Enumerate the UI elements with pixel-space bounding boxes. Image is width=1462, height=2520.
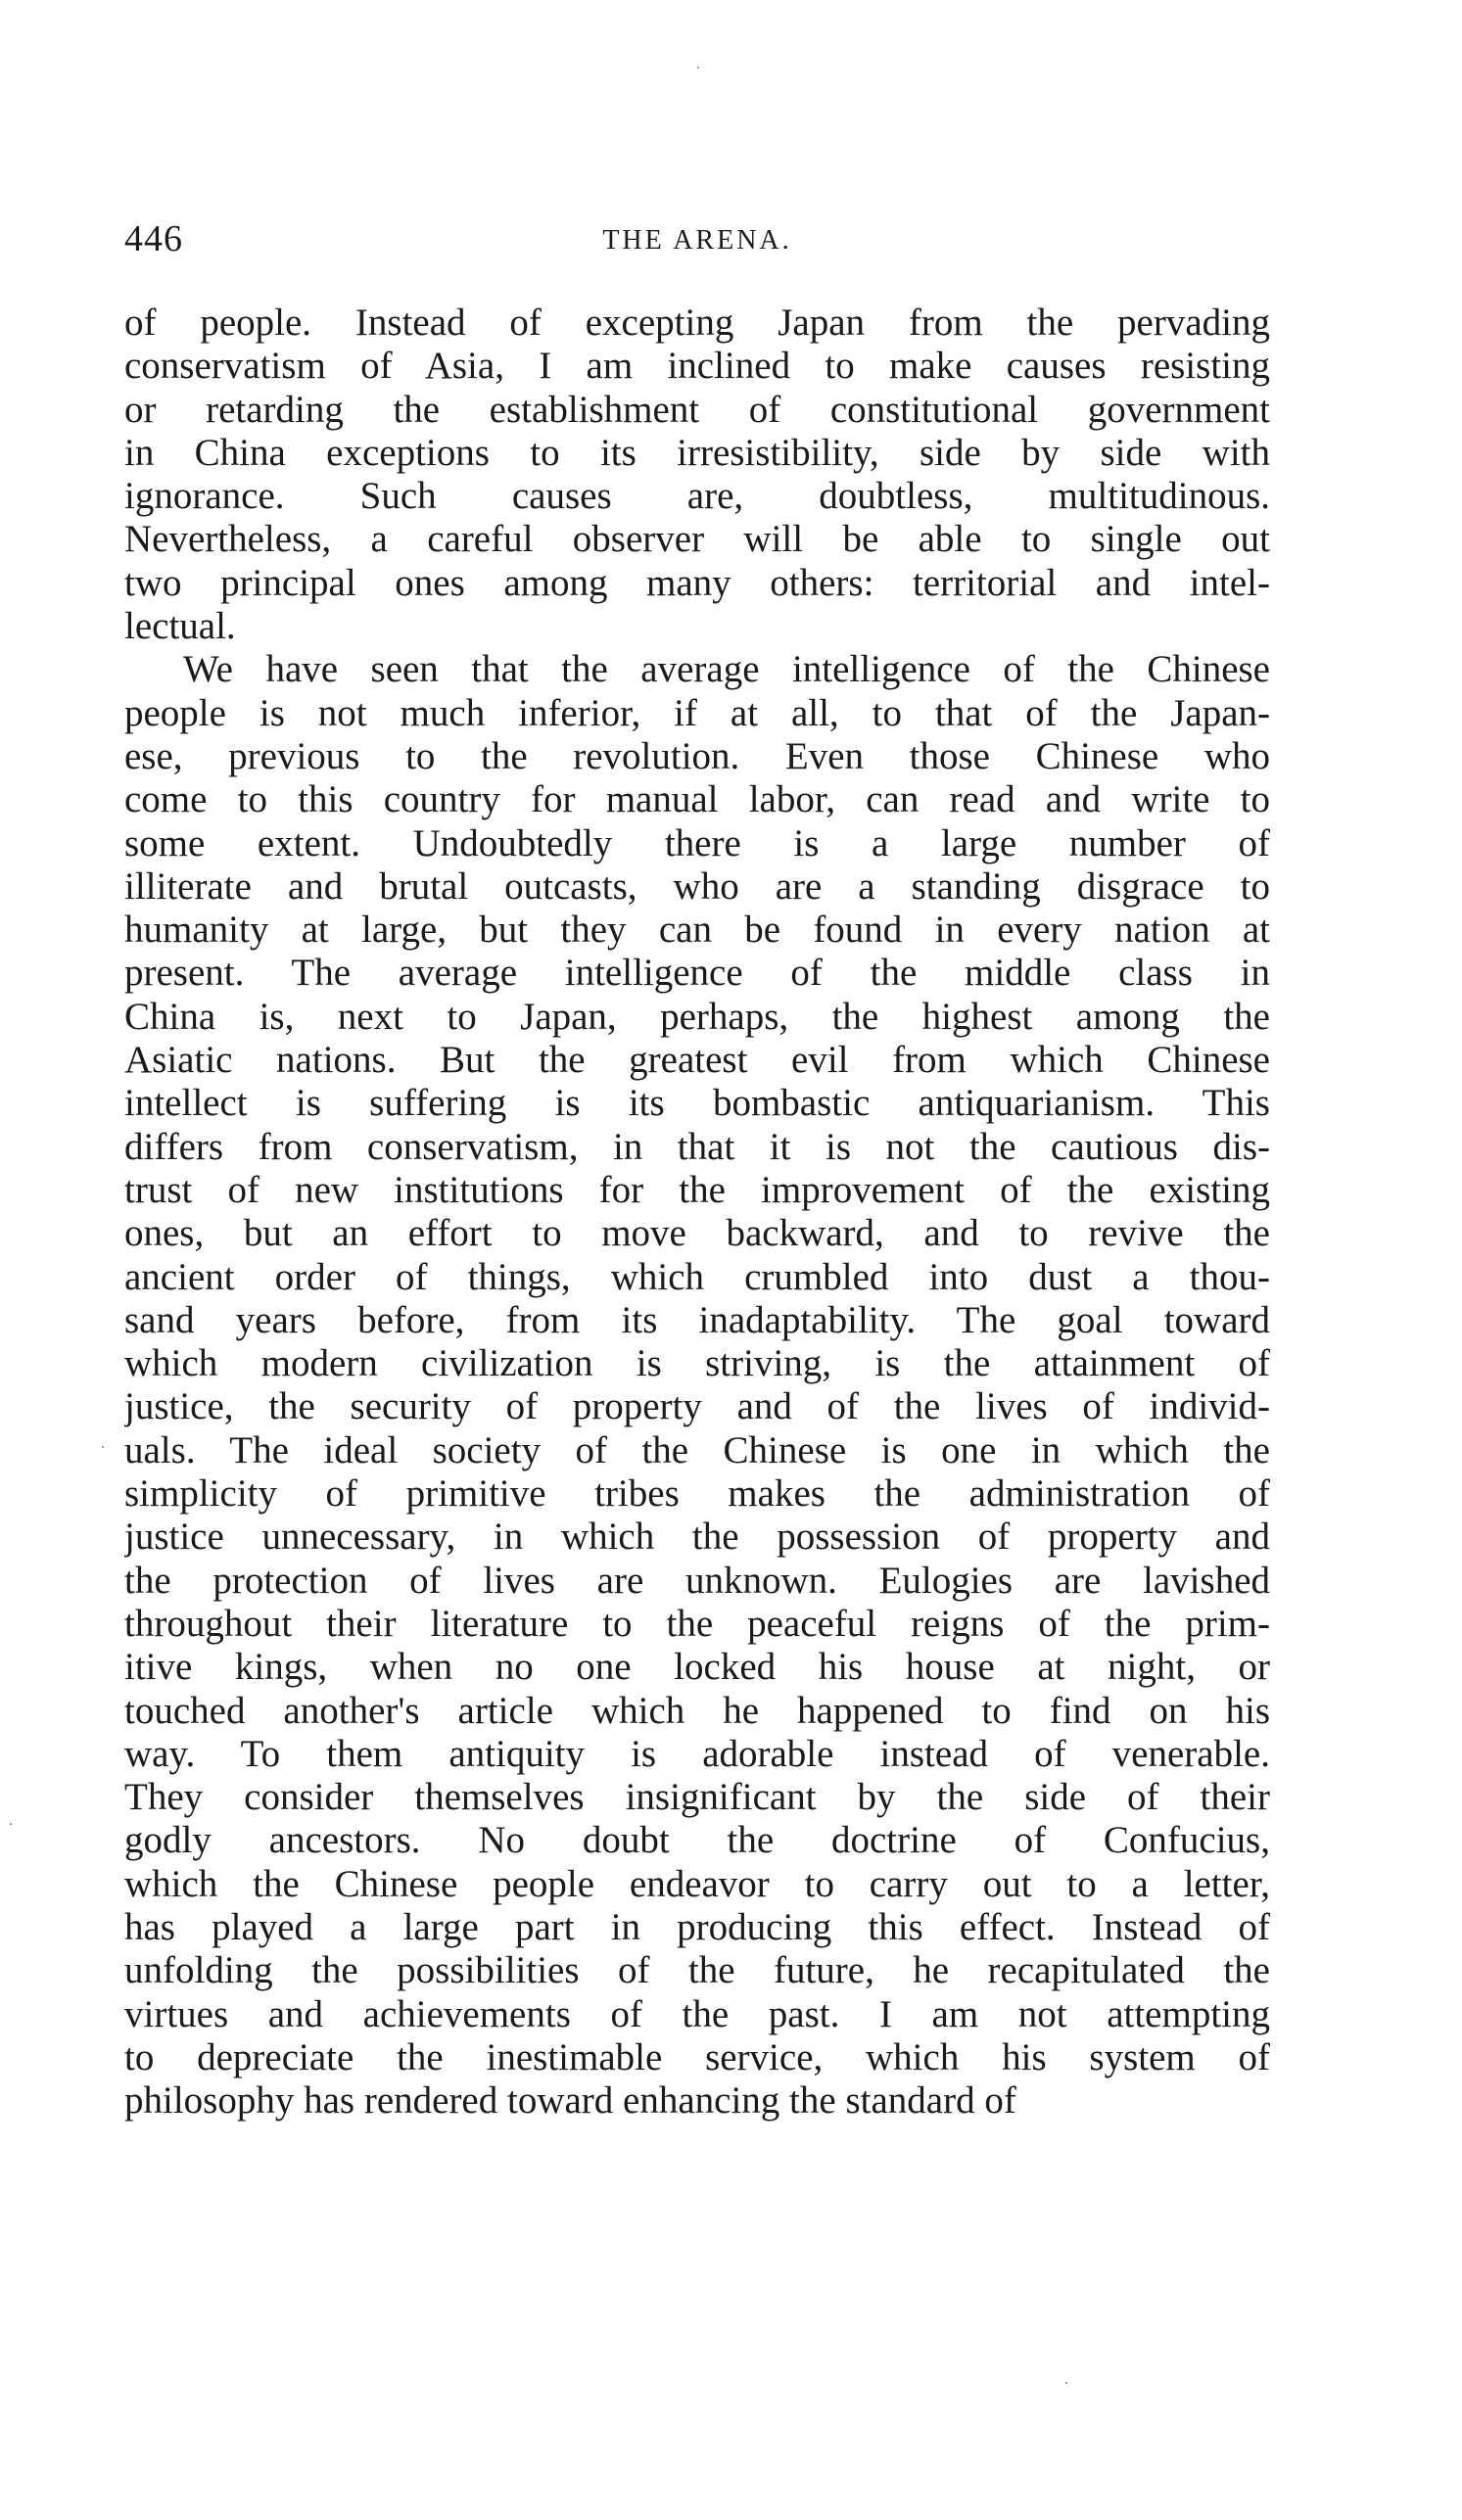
text-line: They consider themselves insignificant by the side of their: [124, 1776, 1270, 1819]
text-line: the protection of lives are unknown. Eulogies are lavished: [124, 1559, 1270, 1602]
text-line: touched another's article which he happened to find on his: [124, 1689, 1270, 1732]
text-line: throughout their literature to the peaceful reigns of the prim-: [124, 1602, 1270, 1645]
text-line: Nevertheless, a careful observer will be able to single out: [124, 518, 1270, 561]
text-line: has played a large part in producing this effect. Instead of: [124, 1905, 1270, 1948]
text-line: come to this country for manual labor, can read and write to: [124, 778, 1270, 821]
scan-speck: [697, 67, 699, 69]
text-line: justice unnecessary, in which the possession of property and: [124, 1516, 1270, 1559]
text-line: some extent. Undoubtedly there is a large number of: [124, 821, 1270, 864]
page-number: 446: [124, 218, 183, 259]
text-line: justice, the security of property and of the lives of individ-: [124, 1385, 1270, 1428]
text-line: differs from conservatism, in that it is not the cautious dis-: [124, 1125, 1270, 1168]
text-line: philosophy has rendered toward enhancing the standard of: [124, 2079, 1016, 2123]
scan-speck: [10, 1823, 12, 1825]
text-line: Asiatic nations. But the greatest evil from which Chinese: [124, 1039, 1270, 1082]
text-line: present. The average intelligence of the middle class in: [124, 952, 1270, 995]
text-line: virtues and achievements of the past. I am not attempting: [124, 1992, 1270, 2035]
text-line: China is, next to Japan, perhaps, the highest among the: [124, 995, 1270, 1038]
text-line: uals. The ideal society of the Chinese is one in which the: [124, 1428, 1270, 1471]
text-line: godly ancestors. No doubt the doctrine of Confucius,: [124, 1819, 1270, 1862]
text-line: two principal ones among many others: territorial and intel-: [124, 561, 1270, 604]
running-title: THE ARENA.: [602, 225, 792, 256]
text-line: way. To them antiquity is adorable instead of venerable.: [124, 1732, 1270, 1775]
text-line: to depreciate the inestimable service, which his system of: [124, 2035, 1270, 2078]
text-line: in China exceptions to its irresistibility, side by side with: [124, 431, 1270, 474]
text-line: people is not much inferior, if at all, to that of the Japan-: [124, 691, 1270, 734]
text-line: unfolding the possibilities of the future, he recapitulated the: [124, 1949, 1270, 1992]
text-line: conservatism of Asia, I am inclined to make causes resisting: [124, 345, 1270, 388]
paragraph: [124, 302, 1270, 648]
text-line: which modern civilization is striving, is the attainment of: [124, 1342, 1270, 1385]
text-line: of people. Instead of excepting Japan from the pervading: [124, 302, 1270, 344]
text-line: simplicity of primitive tribes makes the administration of: [124, 1472, 1270, 1516]
text-line: trust of new institutions for the improvement of the existing: [124, 1168, 1270, 1211]
paragraph: [124, 648, 1270, 2123]
text-line: ese, previous to the revolution. Even those Chinese who: [124, 734, 1270, 777]
body-text: [124, 302, 1270, 2123]
text-line: sand years before, from its inadaptability. The goal toward: [124, 1298, 1270, 1341]
scan-speck: [102, 1446, 104, 1448]
text-line: humanity at large, but they can be found in every nation at: [124, 909, 1270, 952]
scan-speck: [1065, 2382, 1067, 2384]
text-line: itive kings, when no one locked his house at night, or: [124, 1646, 1270, 1689]
text-line: or retarding the establishment of constitutional government: [124, 388, 1270, 431]
text-line: illiterate and brutal outcasts, who are a standing disgrace to: [124, 864, 1270, 908]
page-header: [124, 217, 1270, 266]
text-line: lectual.: [124, 605, 236, 648]
text-line: ignorance. Such causes are, doubtless, multitudinous.: [124, 475, 1270, 518]
text-line: which the Chinese people endeavor to carry out to a letter,: [124, 1862, 1270, 1905]
text-line: ancient order of things, which crumbled into dust a thou-: [124, 1255, 1270, 1298]
text-line: intellect is suffering is its bombastic antiquarianism. This: [124, 1082, 1270, 1125]
text-line: ones, but an effort to move backward, and to revive the: [124, 1212, 1270, 1255]
text-line: We have seen that the average intelligence of the Chinese: [183, 648, 1270, 691]
